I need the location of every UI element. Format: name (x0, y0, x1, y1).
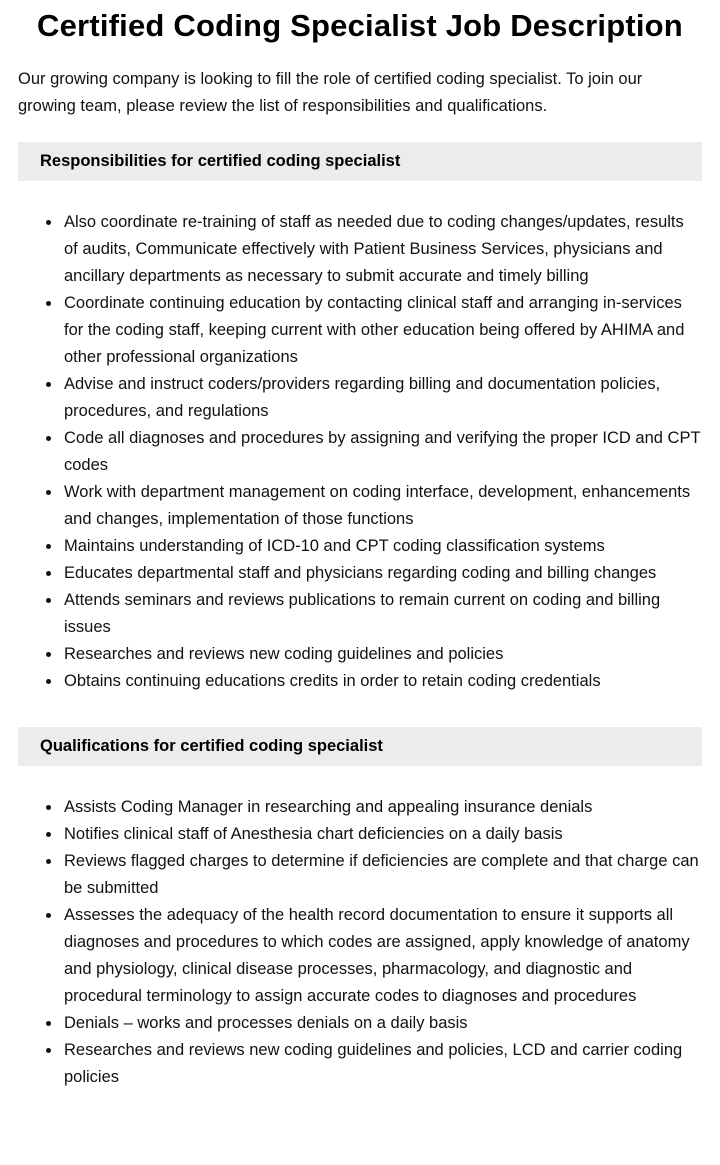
list-item: • Denials – works and processes denials on a daily basis (62, 1010, 702, 1037)
list-item: • Researches and reviews new coding guidelines and policies (62, 641, 702, 668)
list-item: • Researches and reviews new coding guidelines and policies, LCD and carrier coding policies (62, 1037, 702, 1091)
responsibilities-section-header (18, 142, 702, 181)
list-item: • Also coordinate re-training of staff as needed due to coding changes/updates, results of audits, Communicate effectively with Patient Business Services, physicians and ancillary departments as necessary to submit accurate and timely billing (62, 209, 702, 290)
list-item: • Advise and instruct coders/providers regarding billing and documentation policies, procedures, and regulations (62, 371, 702, 425)
list-item: • Assists Coding Manager in researching and appealing insurance denials (62, 794, 702, 821)
qualifications-list (18, 794, 702, 1091)
qualifications-section-header (18, 727, 702, 766)
qualifications-header-label: Qualifications for certified coding specialist (40, 737, 383, 755)
list-item: • Attends seminars and reviews publications to remain current on coding and billing issues (62, 587, 702, 641)
responsibilities-header-label: Responsibilities for certified coding specialist (40, 152, 401, 170)
list-item: • Work with department management on coding interface, development, enhancements and changes, implementation of those functions (62, 479, 702, 533)
intro-paragraph: Our growing company is looking to fill the role of certified coding specialist. To join our growing team, please review the list of responsibilities and qualifications. (18, 70, 643, 115)
list-item: • Obtains continuing educations credits in order to retain coding credentials (62, 668, 702, 695)
responsibilities-list (18, 209, 702, 695)
list-item: • Maintains understanding of ICD-10 and CPT coding classification systems (62, 533, 702, 560)
list-item: • Reviews flagged charges to determine if deficiencies are complete and that charge can be submitted (62, 848, 702, 902)
list-item: • Notifies clinical staff of Anesthesia chart deficiencies on a daily basis (62, 821, 702, 848)
list-item: • Educates departmental staff and physicians regarding coding and billing changes (62, 560, 702, 587)
page-title: Certified Coding Specialist Job Description (37, 8, 683, 43)
list-item: • Assesses the adequacy of the health record documentation to ensure it supports all diagnoses and procedures to which codes are assigned, apply knowledge of anatomy and physiology, clinical disease processes, pharmacology, and diagnostic and procedural terminology to assign accurate codes to diagnoses and procedures (62, 902, 702, 1010)
list-item: • Code all diagnoses and procedures by assigning and verifying the proper ICD and CPT codes (62, 425, 702, 479)
list-item: • Coordinate continuing education by contacting clinical staff and arranging in-services for the coding staff, keeping current with other education being offered by AHIMA and other professional organizations (62, 290, 702, 371)
